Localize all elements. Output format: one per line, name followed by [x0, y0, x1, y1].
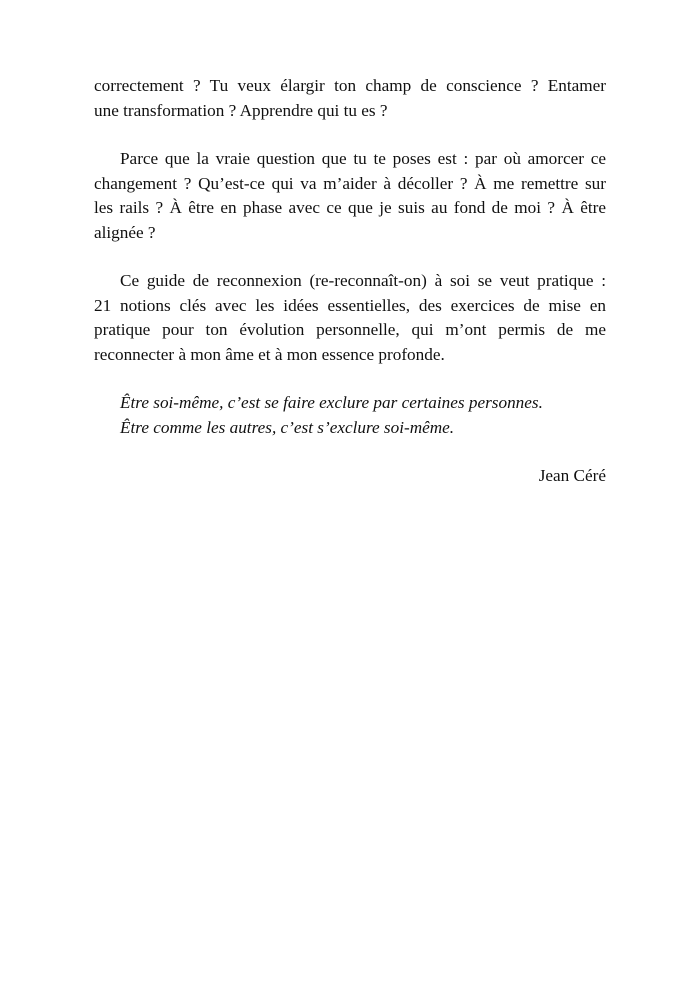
- epigraph-quote: [94, 391, 606, 440]
- text-line: Ce guide de reconnexion (re-reconnaît-on) à soi se veut pratique :: [120, 271, 606, 290]
- paragraph-1: [94, 74, 606, 123]
- paragraph-3: [94, 269, 606, 367]
- text-line: changement ? Qu’est-ce qui va m’aider à décoller ? À me remettre sur: [94, 173, 606, 193]
- document-page: [94, 74, 606, 489]
- quote-line: Être comme les autres, c’est s’exclure soi-même.: [120, 417, 455, 437]
- text-line: pratique pour ton évolution personnelle, qui m’ont permis de me: [94, 320, 606, 339]
- text-line: alignée ?: [94, 222, 156, 242]
- text-line: les rails ? À être en phase avec ce que je suis au fond de moi ? À être: [94, 198, 606, 217]
- text-line: une transformation ? Apprendre qui tu es ?: [94, 100, 388, 120]
- text-line: correctement ? Tu veux élargir ton champ de conscience ? Entamer: [94, 76, 606, 95]
- quote-author: Jean Céré: [538, 466, 606, 485]
- quote-line: Être soi-même, c’est se faire exclure par certaines personnes.: [120, 393, 543, 412]
- text-line: reconnecter à mon âme et à mon essence profonde.: [94, 344, 445, 364]
- text-line: Parce que la vraie question que tu te poses est : par où amorcer ce: [120, 149, 606, 168]
- text-line: 21 notions clés avec les idées essentielles, des exercices de mise en: [94, 295, 606, 315]
- paragraph-2: [94, 147, 606, 245]
